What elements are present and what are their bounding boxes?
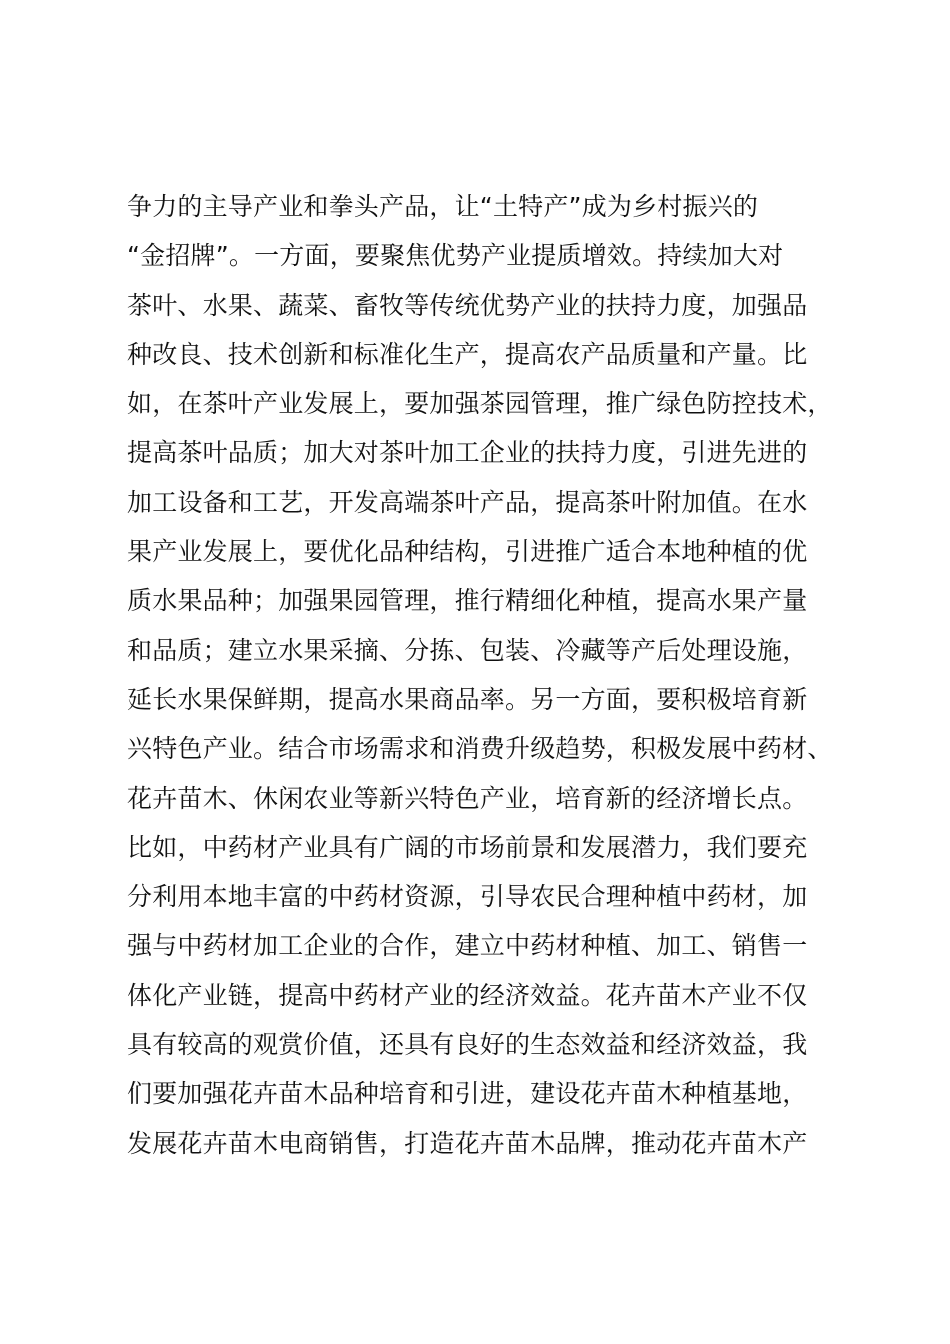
text-line: 比如，中药材产业具有广阔的市场前景和发展潜力，我们要充 bbox=[127, 832, 808, 862]
text-line: 强与中药材加工企业的合作，建立中药材种植、加工、销售一 bbox=[127, 931, 808, 961]
text-line: 果产业发展上，要优化品种结构，引进推广适合本地种植的优 bbox=[127, 537, 808, 567]
text-line: 加工设备和工艺，开发高端茶叶产品，提高茶叶附加值。在水 bbox=[127, 487, 808, 517]
text-line: 花卉苗木、休闲农业等新兴特色产业，培育新的经济增长点。 bbox=[127, 783, 808, 813]
text-line: 和品质；建立水果采摘、分拣、包装、冷藏等产后处理设施， bbox=[127, 635, 808, 665]
text-line: 发展花卉苗木电商销售，打造花卉苗木品牌，推动花卉苗木产 bbox=[127, 1128, 808, 1158]
text-line: 们要加强花卉苗木品种培育和引进，建设花卉苗木种植基地， bbox=[127, 1079, 808, 1109]
text-line: 如，在茶叶产业发展上，要加强茶园管理，推广绿色防控技术， bbox=[127, 389, 833, 419]
text-line: 提高茶叶品质；加大对茶叶加工企业的扶持力度，引进先进的 bbox=[127, 438, 808, 468]
text-line: 兴特色产业。结合市场需求和消费升级趋势，积极发展中药材、 bbox=[127, 734, 833, 764]
text-line: 体化产业链，提高中药材产业的经济效益。花卉苗木产业不仅 bbox=[127, 980, 808, 1010]
text-line: 延长水果保鲜期，提高水果商品率。另一方面，要积极培育新 bbox=[127, 684, 808, 714]
text-line: 茶叶、水果、蔬菜、畜牧等传统优势产业的扶持力度，加强品 bbox=[127, 290, 808, 320]
text-line: 分利用本地丰富的中药材资源，引导农民合理种植中药材，加 bbox=[127, 882, 808, 912]
text-line: “金招牌”。一方面，要聚焦优势产业提质增效。持续加大对 bbox=[127, 241, 784, 271]
text-line: 质水果品种；加强果园管理，推行精细化种植，提高水果产量 bbox=[127, 586, 808, 616]
text-line: 具有较高的观赏价值，还具有良好的生态效益和经济效益，我 bbox=[127, 1030, 808, 1060]
body-paragraph bbox=[127, 182, 847, 1168]
text-line: 争力的主导产业和拳头产品，让“土特产”成为乡村振兴的 bbox=[127, 192, 759, 221]
text-line: 种改良、技术创新和标准化生产，提高农产品质量和产量。比 bbox=[127, 339, 808, 369]
